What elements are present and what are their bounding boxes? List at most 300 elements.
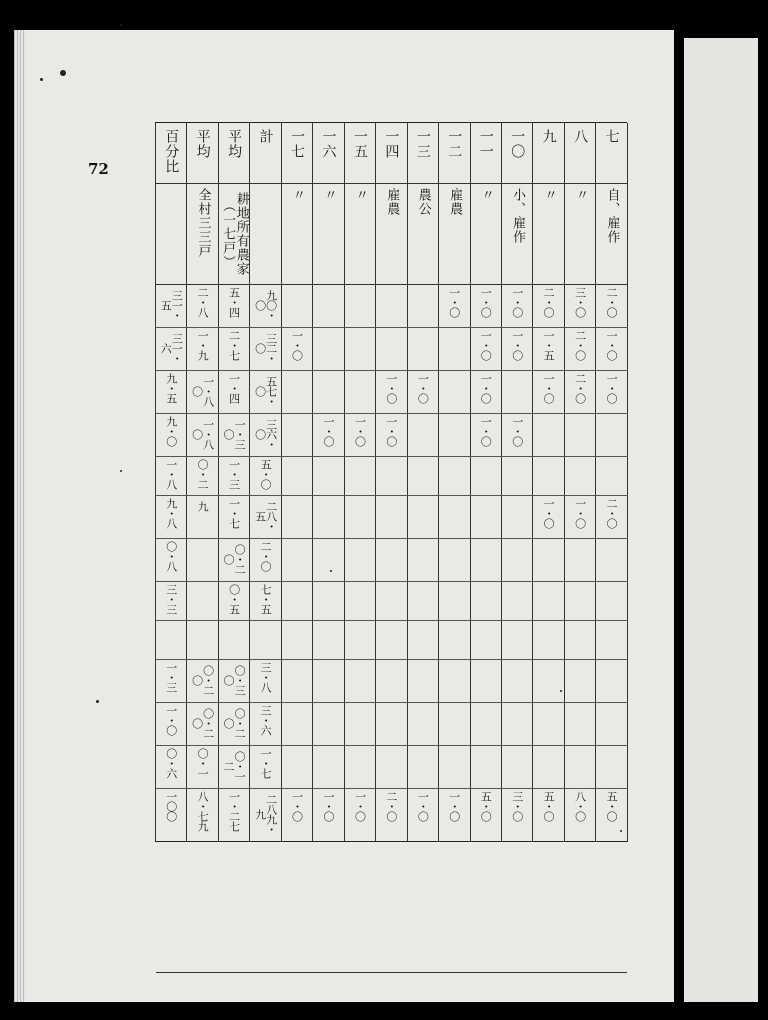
table-cell [376,328,407,371]
table-cell [313,414,344,457]
table-cell-text: 一・〇 [353,416,367,446]
table-cell [156,371,187,414]
table-cell [187,414,218,457]
table-cell-text: 一・〇 [479,416,493,446]
table-cell [281,539,312,582]
table-cell [344,328,375,371]
table-cell [407,328,438,371]
table-cell-text: 三一・五 [159,290,184,320]
table-cell [407,746,438,789]
table-cell-text: 一・〇 [510,416,524,446]
table-cell [376,285,407,328]
table-cell [344,414,375,457]
table-cell [533,285,564,328]
table-cell [187,496,218,539]
table-cell [313,457,344,496]
table-cell [439,285,470,328]
table-cell [187,457,218,496]
column-header [281,123,312,184]
table-cell [250,414,281,457]
table-cell [187,660,218,703]
column-subheader-text: 〃 [478,188,494,202]
adjacent-page-strip [684,38,758,1002]
table-cell [439,496,470,539]
table-cell [407,582,438,621]
table-cell-text: 〇・一 [196,748,210,778]
table-cell [218,496,249,539]
table-cell [596,746,627,789]
table-cell [344,496,375,539]
column-header-text: 計 [257,129,274,144]
scan-speck [40,78,43,81]
table-cell [596,371,627,414]
table-cell-text: 一・三 [164,662,178,692]
column-subheader-text: 雇農 [384,188,400,216]
column-header-text: 百分比 [163,129,180,174]
table-cell-text: 〇・五 [227,584,241,614]
subheader-row [156,184,628,285]
table-cell-text: 三六・〇 [253,419,278,449]
table-cell [470,703,501,746]
table-cell-text: 三・六 [259,705,273,735]
table-cell [501,414,532,457]
table-cell [533,582,564,621]
table-row [156,328,628,371]
table-cell [407,621,438,660]
table-cell [156,703,187,746]
total-cell-text: 八・七九 [196,791,210,831]
table-cell-text: 二・〇 [573,330,587,360]
column-header-text: 一二 [446,129,463,159]
column-header [218,123,249,184]
table-cell [313,621,344,660]
table-cell [250,371,281,414]
column-header [564,123,595,184]
table-cell [156,746,187,789]
table-cell [218,457,249,496]
table-row [156,703,628,746]
table-cell [156,582,187,621]
table-cell-text: 九・〇 [164,416,178,446]
column-subheader-text: 小、雇作 [510,188,526,244]
table-cell [596,414,627,457]
table-cell-text: 九 [196,501,210,511]
table-cell [250,660,281,703]
scan-speck [620,830,622,832]
table-cell [218,328,249,371]
column-subheader [281,184,312,285]
total-cell-text: 一・〇 [353,791,367,821]
table-cell [281,328,312,371]
table-cell-text: 一・〇 [605,330,619,360]
table-cell [533,539,564,582]
table-cell [564,703,595,746]
table-cell [187,285,218,328]
table-cell [407,414,438,457]
total-cell-text: 一・〇 [447,791,461,821]
table-cell [376,496,407,539]
column-subheader-text: 〃 [352,188,368,202]
column-header [376,123,407,184]
column-header-text: 一〇 [509,129,526,159]
table-cell [281,371,312,414]
table-cell [439,414,470,457]
total-cell [376,789,407,842]
table-cell [313,371,344,414]
table-cell [596,621,627,660]
table-cell [533,496,564,539]
table-cell-text: 二・七 [227,330,241,360]
table-cell [470,496,501,539]
table-cell [501,496,532,539]
table-cell-text: 二八・五 [253,501,278,531]
table-row [156,371,628,414]
table-cell [250,621,281,660]
table-cell [564,328,595,371]
table-cell [313,660,344,703]
table-cell-text: 一・七 [227,498,241,528]
table-cell [218,414,249,457]
table-cell [218,371,249,414]
table-cell [596,285,627,328]
table-cell [533,703,564,746]
column-subheader [501,184,532,285]
table-cell [376,582,407,621]
table-cell [250,457,281,496]
table-cell [533,328,564,371]
table-cell-text: 一・七 [259,748,273,778]
total-cell-text: 一〇〇 [164,791,178,821]
column-header [501,123,532,184]
column-subheader-text: 自、雇作 [604,188,620,244]
table-cell [156,414,187,457]
table-cell [407,660,438,703]
table-row [156,746,628,789]
table-cell-text: 五七・〇 [253,376,278,406]
column-header-text: 平均 [194,129,211,159]
table-cell [344,621,375,660]
table-cell-text: 一・〇 [542,498,556,528]
table-cell [218,746,249,789]
total-cell [501,789,532,842]
column-subheader-text: 〃 [572,188,588,202]
table-cell [407,539,438,582]
table-cell [470,328,501,371]
table-row [156,539,628,582]
column-subheader [313,184,344,285]
table-cell-text: 三一・六 [159,333,184,363]
table-cell-text: 〇・三〇 [222,665,247,695]
table-cell-text: 〇・二〇 [222,544,247,574]
table-cell-text: 九・八 [164,498,178,528]
table-cell [564,660,595,703]
table-cell [156,660,187,703]
table-cell [376,703,407,746]
table-cell-text: 三二・〇 [253,333,278,363]
table-row [156,457,628,496]
table-cell-text: 一・九 [196,330,210,360]
table-cell-text: 一・〇 [164,705,178,735]
table-cell [533,621,564,660]
total-cell-text: 一・二七 [227,791,241,831]
table-cell [187,539,218,582]
table-row [156,285,628,328]
column-subheader [564,184,595,285]
column-header [313,123,344,184]
table-cell-text: 一・〇 [321,416,335,446]
total-cell-text: 五・〇 [542,791,556,821]
table-cell [250,539,281,582]
table-cell-text: 一・三〇 [222,419,247,449]
column-header-text: 平均 [226,129,243,159]
table-cell [439,457,470,496]
table-cell [281,746,312,789]
table-cell [596,496,627,539]
column-header-text: 一一 [477,129,494,159]
total-cell-text: 二・〇 [384,791,398,821]
column-header [187,123,218,184]
table-cell-text: 二・〇 [573,373,587,403]
table-cell [187,746,218,789]
blank-area [156,842,628,973]
table-cell [564,496,595,539]
table-cell [470,582,501,621]
table-cell [218,621,249,660]
table-cell [564,285,595,328]
column-subheader [533,184,564,285]
column-header-text: 七 [603,129,620,144]
table-cell [501,746,532,789]
table-cell [344,371,375,414]
table-cell [407,496,438,539]
table-cell [313,582,344,621]
column-header [407,123,438,184]
table-cell-text: 〇・六 [164,748,178,778]
table-cell [439,621,470,660]
table-row [156,582,628,621]
table-cell-text: 〇・二〇 [190,708,215,738]
header-row [156,123,628,184]
table-cell [501,285,532,328]
table-cell [313,746,344,789]
table-cell-text: 三・〇 [573,287,587,317]
scan-speck [60,70,66,76]
statistics-table [155,122,627,929]
table-cell [407,371,438,414]
table-cell [156,621,187,660]
table-cell-text: 二・〇 [605,287,619,317]
table-cell [533,414,564,457]
total-cell [407,789,438,842]
table-cell-text: 一・〇 [510,287,524,317]
total-cell [533,789,564,842]
table-cell [501,371,532,414]
table-cell-text: 一・〇 [510,330,524,360]
table-cell [596,660,627,703]
table-cell [533,371,564,414]
total-cell-text: 一・〇 [321,791,335,821]
table-cell [376,660,407,703]
table-cell [501,621,532,660]
table-cell [156,457,187,496]
table-cell [281,285,312,328]
column-subheader-text: 〃 [541,188,557,202]
total-cell-text: 一・〇 [290,791,304,821]
column-subheader [439,184,470,285]
scan-speck [330,570,332,572]
table-cell [501,582,532,621]
table-cell [470,371,501,414]
table-cell [344,746,375,789]
table-cell [313,703,344,746]
table-cell-text: 〇・二〇 [222,708,247,738]
table-cell [564,621,595,660]
table-cell-text: 三・八 [259,662,273,692]
table-cell-text: 一・八〇 [190,376,215,406]
total-cell [344,789,375,842]
table-cell-text: 二・〇 [542,287,556,317]
column-header [596,123,627,184]
column-subheader-text: 全村三三戸 [195,188,211,258]
table-cell [218,285,249,328]
table-cell [376,371,407,414]
table-cell [533,660,564,703]
table-cell [407,703,438,746]
table-cell [156,328,187,371]
column-subheader [470,184,501,285]
table-cell [250,496,281,539]
table-cell [250,285,281,328]
table-cell [187,621,218,660]
table-cell [501,328,532,371]
column-header [470,123,501,184]
table-cell [407,285,438,328]
table-cell [439,328,470,371]
column-header [250,123,281,184]
table-cell [596,582,627,621]
column-header-text: 一四 [383,129,400,159]
table-cell-text: 〇・八 [164,541,178,571]
column-subheader-text: 農公 [415,188,431,216]
table-cell-text: 三・三 [164,584,178,614]
table-cell [470,457,501,496]
table-cell [470,285,501,328]
scan-speck [560,690,562,692]
table-cell [250,746,281,789]
table-cell [470,414,501,457]
table-cell [501,660,532,703]
table-cell-text: 〇・一二 [222,751,247,781]
table-cell [281,496,312,539]
total-cell [596,789,627,842]
table-cell [501,539,532,582]
column-header-text: 一七 [289,129,306,159]
table-cell [281,414,312,457]
table-cell [439,703,470,746]
total-cell [250,789,281,842]
column-header [156,123,187,184]
column-header [439,123,470,184]
column-header-text: 九 [540,129,557,144]
table-cell [187,703,218,746]
table-cell [218,703,249,746]
table-cell-text: 一・〇 [290,330,304,360]
table-cell [376,539,407,582]
table-cell-text: 一・八 [164,459,178,489]
table-cell [501,703,532,746]
table-cell [439,371,470,414]
table-cell-text: 九〇・〇 [253,290,278,320]
table-cell-text: 一・〇 [479,330,493,360]
table-cell [376,746,407,789]
table-cell [281,582,312,621]
column-subheader [187,184,218,285]
total-cell [218,789,249,842]
table-cell [187,582,218,621]
column-subheader [407,184,438,285]
table-cell [218,582,249,621]
table-cell-text: 〇・二 [196,459,210,489]
table-row [156,660,628,703]
table-cell [250,582,281,621]
table-cell [470,746,501,789]
table-cell [439,582,470,621]
column-subheader [156,184,187,285]
total-cell [156,789,187,842]
table-cell [250,703,281,746]
table-cell-text: 五・四 [227,287,241,317]
column-header-text: 一六 [320,129,337,159]
table-cell [218,539,249,582]
table-cell-text: 一・三 [227,459,241,489]
total-cell-text: 五・〇 [479,791,493,821]
total-cell [470,789,501,842]
table-cell [376,621,407,660]
scan-speck [120,24,122,26]
table-cell [313,328,344,371]
table-cell [187,371,218,414]
total-cell [564,789,595,842]
table-cell [439,660,470,703]
table-cell [470,660,501,703]
table-cell [564,582,595,621]
table-cell-text: 二・〇 [259,541,273,571]
total-cell [281,789,312,842]
column-subheader-text: 雇農 [447,188,463,216]
column-header-text: 八 [572,129,589,144]
table-cell [156,496,187,539]
column-header [533,123,564,184]
column-subheader-text: 耕地所有農家（一七戸） [220,192,249,276]
page-binding-edge [14,30,26,1002]
table-cell [156,285,187,328]
table-cell [470,539,501,582]
table-cell [187,328,218,371]
table-cell [344,660,375,703]
table-cell-text: 七・五 [259,584,273,614]
table-cell [344,582,375,621]
column-subheader [376,184,407,285]
page-number: 72 [88,160,109,178]
table-cell-text: 九・五 [164,373,178,403]
table-cell [533,457,564,496]
total-cell [313,789,344,842]
table-cell [281,660,312,703]
table-cell [344,539,375,582]
table-cell [596,703,627,746]
total-cell-text: 二八九・九 [253,794,278,834]
table-cell [250,328,281,371]
